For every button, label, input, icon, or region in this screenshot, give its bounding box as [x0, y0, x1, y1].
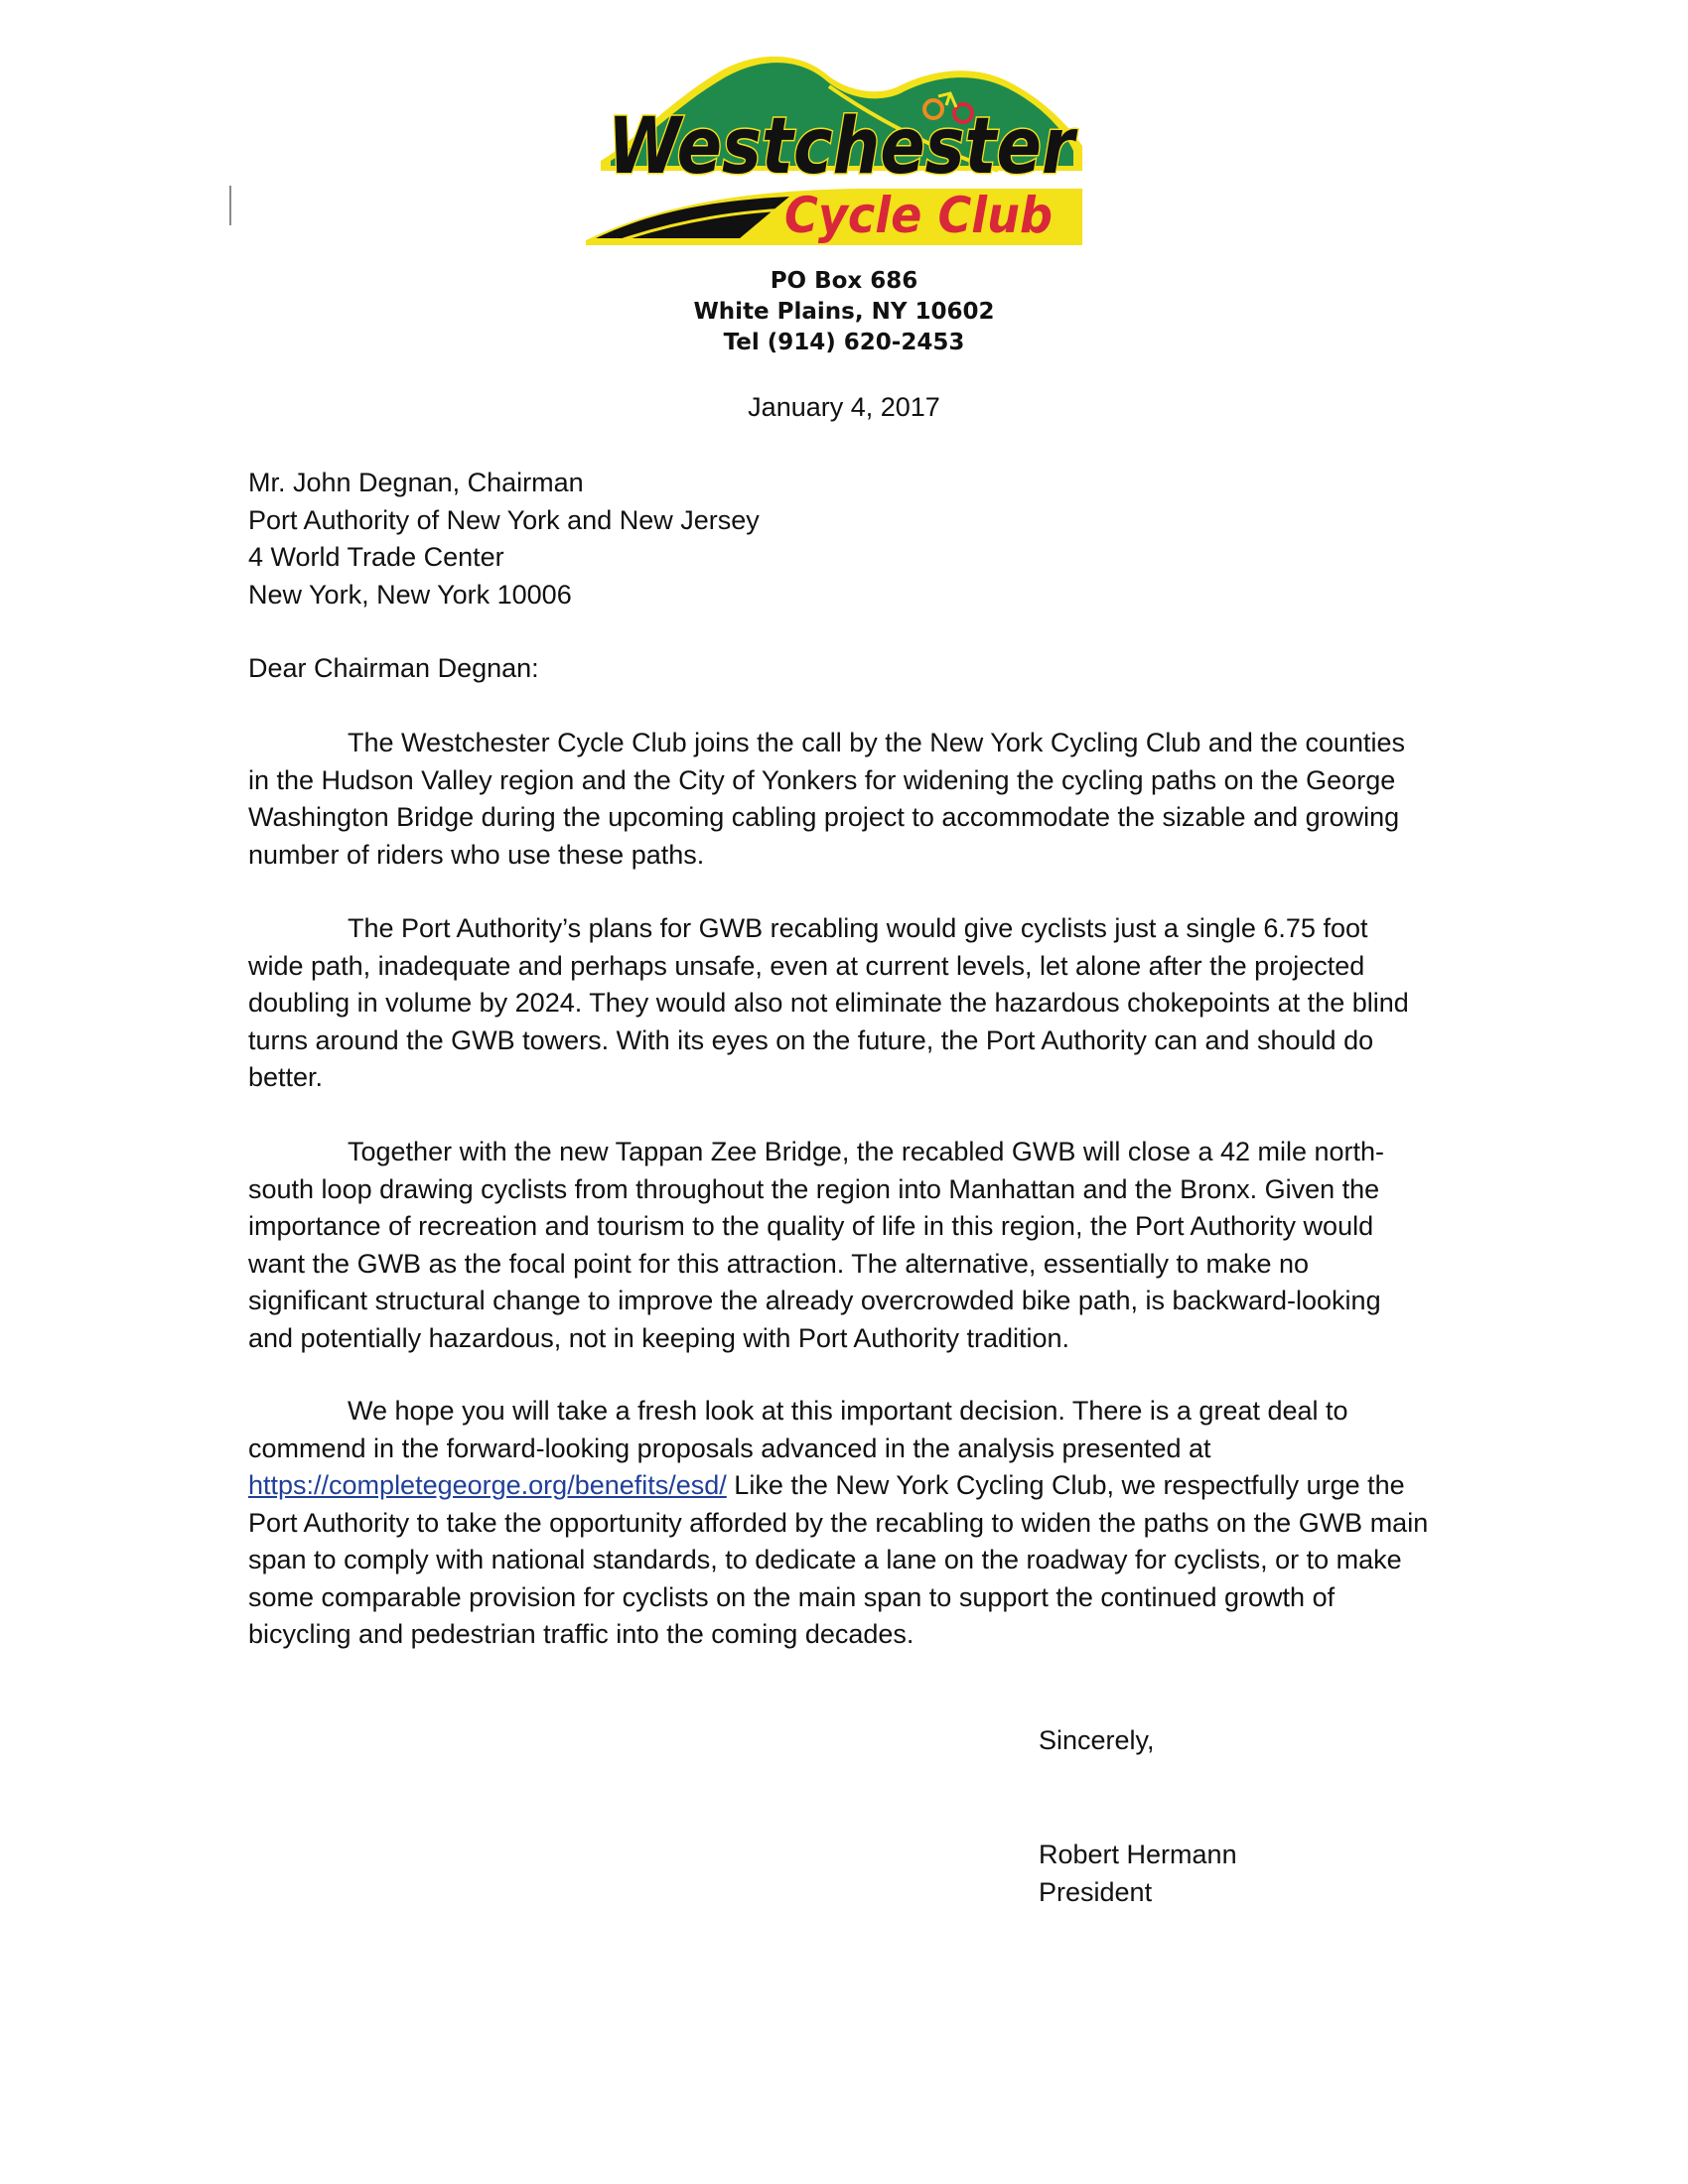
- logo-westchester-text: Westchester: [608, 102, 1078, 192]
- signer-title: President: [1039, 1876, 1153, 1907]
- signer-name: Robert Hermann: [1039, 1840, 1237, 1869]
- recipient-name: Mr. John Degnan, Chairman: [248, 468, 584, 497]
- signature-block: [1039, 1837, 1237, 1911]
- paragraph-4-rest: Like the New York Cycling Club, we respectfully urge the Port Authority to take the opportunity afforded by the recabling to widen the paths on the GWB main span to comply with national standards, to dedicate a lane on the roadway for cyclists, or to make some comparable provision for cyclists on the main span to support the continued growth of bicycling and pedestrian traffic into the coming decades.: [248, 1470, 1429, 1649]
- paragraph-4-intro: We hope you will take a fresh look at this important decision. There is a great deal to commend in the forward-looking proposals advanced in the analysis presented at: [248, 1396, 1348, 1463]
- body-paragraph-3: Together with the new Tappan Zee Bridge, the recabled GWB will close a 42 mile north-south loop drawing cyclists from throughout the region into Manhattan and the Bronx. Given the importance of recreation and tourism to the quality of life in this region, the Port Authority would want the GWB as the focal point for this attraction. The alternative, essentially to make no significant structural change to improve the already overcrowded bike path, is backward-looking and potentially hazardous, not in keeping with Port Authority tradition.: [248, 1137, 1385, 1353]
- recipient-street: 4 World Trade Center: [248, 542, 504, 572]
- margin-mark: [229, 186, 231, 225]
- telephone: Tel (914) 620-2453: [723, 330, 965, 355]
- complete-george-link[interactable]: https://completegeorge.org/benefits/esd/: [248, 1470, 727, 1500]
- letter-date: January 4, 2017: [748, 392, 940, 422]
- letterhead-address: [0, 266, 1688, 358]
- closing: Sincerely,: [1039, 1725, 1155, 1755]
- recipient-address: [248, 465, 1430, 614]
- body-paragraph-4: [248, 1393, 1430, 1654]
- body-paragraph-1: The Westchester Cycle Club joins the call by the New York Cycling Club and the counties in the Hudson Valley region and the City of Yonkers for widening the cycling paths on the George Washington Bridge during the upcoming cabling project to accommodate the sizable and growing number of riders who use these paths.: [248, 728, 1406, 870]
- recipient-city: New York, New York 10006: [248, 579, 572, 610]
- body-paragraph-2: The Port Authority’s plans for GWB recabling would give cyclists just a single 6.75 foot wide path, inadequate and perhaps unsafe, even at current levels, let alone after the projected doubling in volume by 2024. They would also not eliminate the hazardous chokepoints at the blind turns around the GWB towers. With its eyes on the future, the Port Authority can and should do better.: [248, 913, 1409, 1092]
- logo-cycle-club-text: Cycle Club: [784, 187, 1053, 244]
- city-state-zip: White Plains, NY 10602: [693, 299, 995, 325]
- recipient-organization: Port Authority of New York and New Jersey: [248, 504, 760, 535]
- salutation: Dear Chairman Degnan:: [248, 653, 539, 683]
- po-box: PO Box 686: [770, 268, 918, 294]
- club-logo: [581, 42, 1097, 245]
